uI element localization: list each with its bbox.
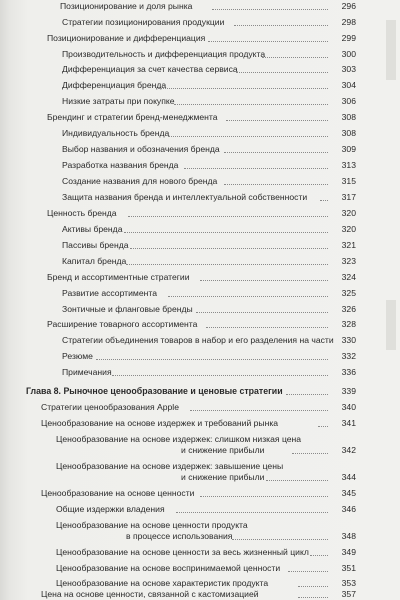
toc-entry-title: Брендинг и стратегии бренд-менеджмента	[47, 112, 218, 122]
dot-leader	[224, 184, 328, 185]
toc-entry-title: Дифференциация бренда	[62, 80, 167, 90]
toc-page-number: 353	[341, 578, 356, 588]
dot-leader	[130, 248, 328, 249]
toc-entry	[62, 335, 334, 346]
toc-page-number: 296	[341, 1, 356, 11]
toc-page-number: 345	[341, 488, 356, 498]
dot-leader	[200, 496, 328, 497]
toc-entry-title: Капитал бренда	[62, 256, 127, 266]
toc-entry	[62, 176, 217, 187]
toc-entry-title-line2: в процессе использования	[126, 531, 233, 541]
toc-page-number: 321	[341, 240, 356, 250]
toc-entry	[62, 256, 126, 267]
dot-leader	[224, 152, 328, 153]
toc-entry	[62, 64, 238, 75]
toc-entry-title: Активы бренда	[62, 224, 123, 234]
toc-entry	[56, 563, 280, 574]
toc-page-number: 328	[341, 319, 356, 329]
toc-page-number: 317	[341, 192, 356, 202]
toc-entry-title: Развитие ассортимента	[62, 288, 157, 298]
dot-leader	[184, 168, 328, 169]
toc-entry	[62, 367, 112, 378]
dot-leader	[236, 72, 328, 73]
toc-page-number: 309	[341, 144, 356, 154]
dot-leader	[292, 453, 328, 454]
toc-entry	[62, 80, 166, 91]
page-edge-shadow	[386, 20, 396, 80]
toc-page-number: 351	[341, 563, 356, 573]
toc-entry-continuation	[181, 472, 264, 483]
toc-page-number: 304	[341, 80, 356, 90]
dot-leader	[196, 312, 328, 313]
toc-entry	[60, 1, 192, 12]
toc-page-number: 299	[341, 33, 356, 43]
dot-leader	[124, 232, 328, 233]
toc-entry-title: Ценообразование на основе издержек и требований рынка	[41, 418, 279, 428]
toc-page-number: 330	[341, 335, 356, 345]
toc-page-number: 339	[341, 386, 356, 396]
dot-leader	[158, 88, 328, 89]
dot-leader	[206, 327, 328, 328]
toc-page-number: 341	[341, 418, 356, 428]
toc-entry-title: Ценность бренда	[47, 208, 117, 218]
toc-entry-title: Резюме	[62, 351, 93, 361]
toc-entry-title: Низкие затраты при покупке	[62, 96, 175, 106]
page-edge-shadow	[386, 300, 396, 350]
toc-page-number: 357	[341, 589, 356, 599]
toc-page-number: 336	[341, 367, 356, 377]
toc-entry-title: Индивидуальность бренда	[62, 128, 170, 138]
toc-entry-title: Ценообразование на основе ценности	[41, 488, 195, 498]
toc-page-number: 325	[341, 288, 356, 298]
toc-entry	[41, 589, 259, 600]
toc-page-number: 324	[341, 272, 356, 282]
toc-entry-continuation	[126, 531, 232, 542]
toc-page-number: 320	[341, 208, 356, 218]
toc-entry-title: Защита названия бренда и интеллектуальной собственности	[62, 192, 308, 202]
dot-leader	[96, 359, 328, 360]
toc-entry	[41, 488, 194, 499]
toc-entry	[41, 402, 179, 413]
toc-page-number: 313	[341, 160, 356, 170]
toc-entry	[62, 17, 224, 28]
dot-leader	[112, 375, 328, 376]
toc-entry	[62, 192, 307, 203]
dot-leader	[168, 296, 328, 297]
toc-entry	[56, 504, 165, 515]
toc-entry	[47, 112, 218, 123]
dot-leader	[298, 597, 328, 598]
toc-entry-title: Ценообразование на основе ценности продукта	[56, 520, 248, 530]
toc-page-number: 346	[341, 504, 356, 514]
toc-entry	[47, 208, 117, 219]
toc-entry	[62, 224, 122, 235]
toc-entry-title: Зонтичные и фланговые бренды	[62, 304, 193, 314]
toc-entry-title: Ценообразование на основе ценности за весь жизненный цикл	[56, 547, 309, 557]
dot-leader	[126, 264, 328, 265]
toc-entry-title: Ценообразование на основе издержек: слишком низкая цена	[56, 434, 302, 444]
toc-page-number: 340	[341, 402, 356, 412]
toc-entry-title: Ценообразование на основе издержек: завышение цены	[56, 461, 284, 471]
toc-page-number: 348	[341, 531, 356, 541]
dot-leader	[286, 394, 328, 395]
toc-page-number: 344	[341, 472, 356, 482]
dot-leader	[262, 57, 328, 58]
toc-entry-title: Общие издержки владения	[56, 504, 165, 514]
toc-entry-title: Стратегии позиционирования продукции	[62, 17, 225, 27]
toc-entry-title: Пассивы бренда	[62, 240, 129, 250]
toc-page-number: 349	[341, 547, 356, 557]
toc-entry-title: Глава 8. Рыночное ценообразование и ценовые стратегии	[26, 386, 283, 396]
dot-leader	[226, 120, 328, 121]
toc-entry	[56, 547, 309, 558]
toc-entry	[62, 304, 193, 315]
toc-entry-title: Бренд и ассортиментные стратегии	[47, 272, 190, 282]
toc-entry-title: Позиционирование и доля рынка	[60, 1, 193, 11]
toc-page-number: 303	[341, 64, 356, 74]
toc-entry-title-line2: и снижение прибыли	[181, 472, 265, 482]
toc-entry	[62, 160, 178, 171]
dot-leader	[128, 216, 328, 217]
toc-entry-title: Выбор названия и обозначения бренда	[62, 144, 220, 154]
toc-entry-title: Разработка названия бренда	[62, 160, 179, 170]
dot-leader	[266, 480, 328, 481]
toc-entry	[62, 128, 169, 139]
toc-entry-title: Ценообразование на основе характеристик продукта	[56, 578, 269, 588]
toc-page-number: 308	[341, 128, 356, 138]
toc-entry	[47, 33, 205, 44]
dot-leader	[176, 512, 328, 513]
toc-entry	[47, 319, 197, 330]
toc-page-number: 308	[341, 112, 356, 122]
toc-entry-title: Ценообразование на основе воспринимаемой ценности	[56, 563, 281, 573]
toc-page-number: 320	[341, 224, 356, 234]
toc-entry	[47, 272, 190, 283]
toc-entry-continuation	[181, 445, 264, 456]
toc-entry	[62, 144, 220, 155]
toc-page-number: 298	[341, 17, 356, 27]
chapter-heading	[26, 386, 283, 397]
toc-entry-title: Позиционирование и дифференциация	[47, 33, 206, 43]
dot-leader	[212, 9, 328, 10]
toc-entry-title: Производительность и дифференциация продукта	[62, 49, 266, 59]
dot-leader	[208, 41, 328, 42]
dot-leader	[310, 555, 328, 556]
toc-entry-title: Стратегии ценообразования Apple	[41, 402, 179, 412]
toc-entry-title-line2: и снижение прибыли	[181, 445, 265, 455]
toc-entry	[62, 351, 93, 362]
toc-entry	[56, 461, 283, 472]
toc-entry-title: Цена на основе ценности, связанной с кастомизацией	[41, 589, 259, 599]
toc-entry-title: Создание названия для нового бренда	[62, 176, 218, 186]
dot-leader	[298, 586, 328, 587]
toc-entry	[62, 288, 157, 299]
toc-entry	[62, 96, 175, 107]
dot-leader	[174, 104, 328, 105]
dot-leader	[232, 539, 328, 540]
toc-page-number: 300	[341, 49, 356, 59]
toc-page-number: 342	[341, 445, 356, 455]
dot-leader	[320, 200, 328, 201]
toc-entry	[62, 240, 129, 251]
toc-page-number: 315	[341, 176, 356, 186]
toc-entry-title: Расширение товарного ассортимента	[47, 319, 198, 329]
dot-leader	[190, 410, 328, 411]
toc-entry	[56, 520, 248, 531]
toc-entry	[56, 434, 301, 445]
toc-entry	[56, 578, 268, 589]
toc-page-number: 323	[341, 256, 356, 266]
toc-page-number: 326	[341, 304, 356, 314]
dot-leader	[234, 25, 328, 26]
dot-leader	[288, 571, 328, 572]
toc-entry-title: Примечания	[62, 367, 112, 377]
dot-leader	[168, 136, 328, 137]
toc-entry-title: Стратегии объединения товаров в набор и его разделения на части	[62, 335, 334, 345]
toc-page-number: 332	[341, 351, 356, 361]
dot-leader	[200, 280, 328, 281]
toc-page-number: 306	[341, 96, 356, 106]
dot-leader	[318, 426, 328, 427]
toc-entry	[41, 418, 278, 429]
toc-entry	[62, 49, 265, 60]
toc-entry-title: Дифференциация за счет качества сервиса	[62, 64, 238, 74]
